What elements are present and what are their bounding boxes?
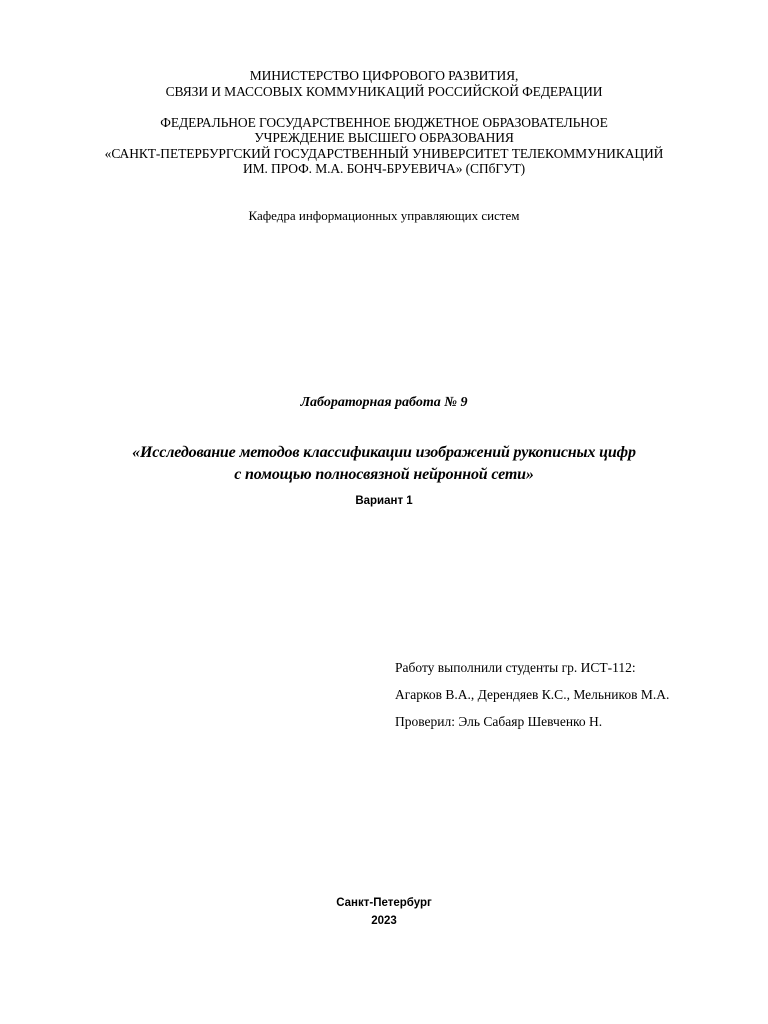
ministry-line-1: МИНИСТЕРСТВО ЦИФРОВОГО РАЗВИТИЯ,: [249, 68, 519, 83]
year: 2023: [371, 915, 397, 927]
institution-line-3: «САНКТ-ПЕТЕРБУРГСКИЙ ГОСУДАРСТВЕННЫЙ УНИВЕРСИТЕТ ТЕЛЕКОММУНИКАЦИЙ: [104, 146, 664, 161]
lab-work-title: Лабораторная работа № 9: [300, 395, 468, 410]
topic-line-2: с помощью полносвязной нейронной сети»: [234, 466, 534, 483]
students-list: Агарков В.А., Дерендяев К.С., Мельников М.А.: [395, 687, 670, 702]
checked-by-text: Проверил: Эль Сабаяр Шевченко Н.: [395, 714, 603, 729]
department-name: Кафедра информационных управляющих систем: [248, 208, 520, 223]
ministry-line-2: СВЯЗИ И МАССОВЫХ КОММУНИКАЦИЙ РОССИЙСКОЙ ФЕДЕРАЦИИ: [165, 84, 603, 99]
performed-by-text: Работу выполнили студенты гр. ИСТ-112:: [395, 660, 636, 675]
topic-line-1: «Исследование методов классификации изображений рукописных цифр: [132, 444, 636, 461]
institution-line-2: УЧРЕЖДЕНИЕ ВЫСШЕГО ОБРАЗОВАНИЯ: [254, 130, 514, 145]
variant-label: Вариант 1: [355, 495, 413, 507]
city-name: Санкт-Петербург: [336, 897, 432, 909]
institution-line-4: ИМ. ПРОФ. М.А. БОНЧ-БРУЕВИЧА» (СПбГУТ): [242, 161, 526, 176]
institution-line-1: ФЕДЕРАЛЬНОЕ ГОСУДАРСТВЕННОЕ БЮДЖЕТНОЕ ОБРАЗОВАТЕЛЬНОЕ: [160, 115, 608, 130]
